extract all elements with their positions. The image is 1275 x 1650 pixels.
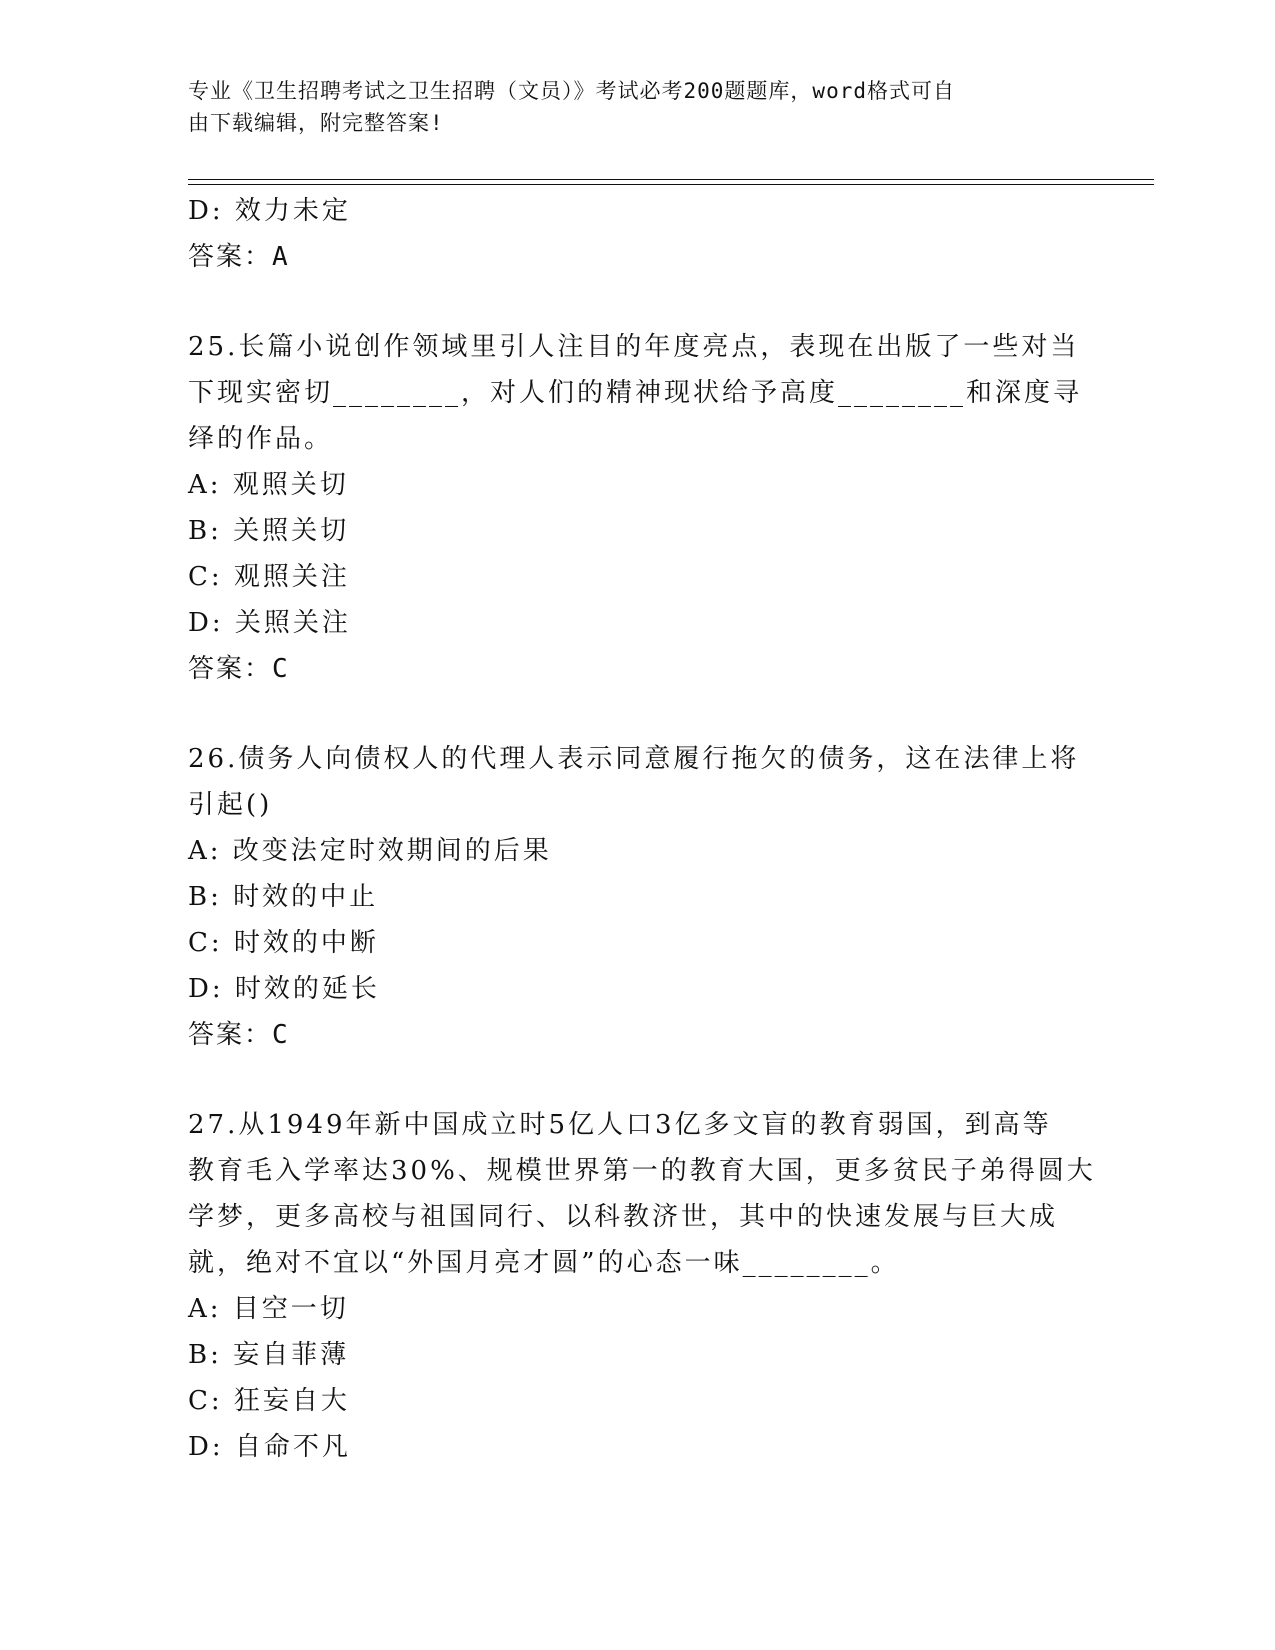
prev-option-d: D: 效力未定	[188, 196, 351, 226]
option-a: A: 改变法定时效期间的后果	[188, 836, 552, 866]
option-d: D: 自命不凡	[188, 1432, 351, 1462]
header-rule-bottom	[188, 184, 1154, 185]
question-line: 26.债务人向债权人的代理人表示同意履行拖欠的债务，这在法律上将	[188, 744, 1080, 774]
answer-value: C	[272, 1020, 290, 1050]
document-header	[188, 75, 1068, 139]
answer	[188, 646, 1088, 692]
question-25	[188, 324, 1088, 692]
question-line: 25.长篇小说创作领域里引人注目的年度亮点，表现在出版了一些对当	[188, 332, 1080, 362]
question-line: 27.从1949年新中国成立时5亿人口3亿多文盲的教育弱国，到高等	[188, 1110, 1052, 1140]
question-text	[188, 736, 1088, 828]
question-line: 就，绝对不宜以“外国月亮才圆”的心态一味________。	[188, 1248, 900, 1278]
option-c: C: 狂妄自大	[188, 1386, 350, 1416]
option-c: C: 观照关注	[188, 562, 350, 592]
header-line-2: 由下载编辑，附完整答案!	[188, 111, 444, 135]
question-line: 学梦，更多高校与祖国同行、以科教济世，其中的快速发展与巨大成	[188, 1202, 1059, 1232]
option-b: B: 关照关切	[188, 516, 350, 546]
option-d: D: 时效的延长	[188, 974, 380, 1004]
header-line-1: 专业《卫生招聘考试之卫生招聘（文员）》考试必考200题题库，word格式可自	[188, 79, 955, 103]
question-text	[188, 1102, 1096, 1286]
question-line: 绎的作品。	[188, 424, 334, 454]
spacer	[188, 692, 1088, 736]
answer-value: A	[272, 242, 290, 272]
question-text	[188, 324, 1088, 462]
question-line: 引起()	[188, 790, 273, 820]
question-line: 教育毛入学率达30%、规模世界第一的教育大国，更多贫民子弟得圆大	[188, 1156, 1096, 1186]
answer-label: 答案：	[188, 654, 273, 684]
header-rule-top	[188, 179, 1154, 180]
spacer	[188, 1058, 1088, 1102]
option-b: B: 时效的中止	[188, 882, 379, 912]
answer-label: 答案：	[188, 242, 273, 272]
option-d: D: 关照关注	[188, 608, 351, 638]
answer	[188, 1012, 1088, 1058]
question-27	[188, 1102, 1096, 1470]
option-b: B: 妄自菲薄	[188, 1340, 350, 1370]
prev-answer	[188, 234, 1088, 280]
spacer	[188, 280, 1088, 324]
answer-label: 答案：	[188, 1020, 273, 1050]
question-26	[188, 736, 1088, 1058]
document-body	[188, 188, 1096, 1470]
option-c: C: 时效的中断	[188, 928, 379, 958]
option-a: A: 观照关切	[188, 470, 349, 500]
option-a: A: 目空一切	[188, 1294, 349, 1324]
answer-value: C	[272, 654, 290, 684]
question-line: 下现实密切________，对人们的精神现状给予高度________和深度寻	[188, 378, 1083, 408]
